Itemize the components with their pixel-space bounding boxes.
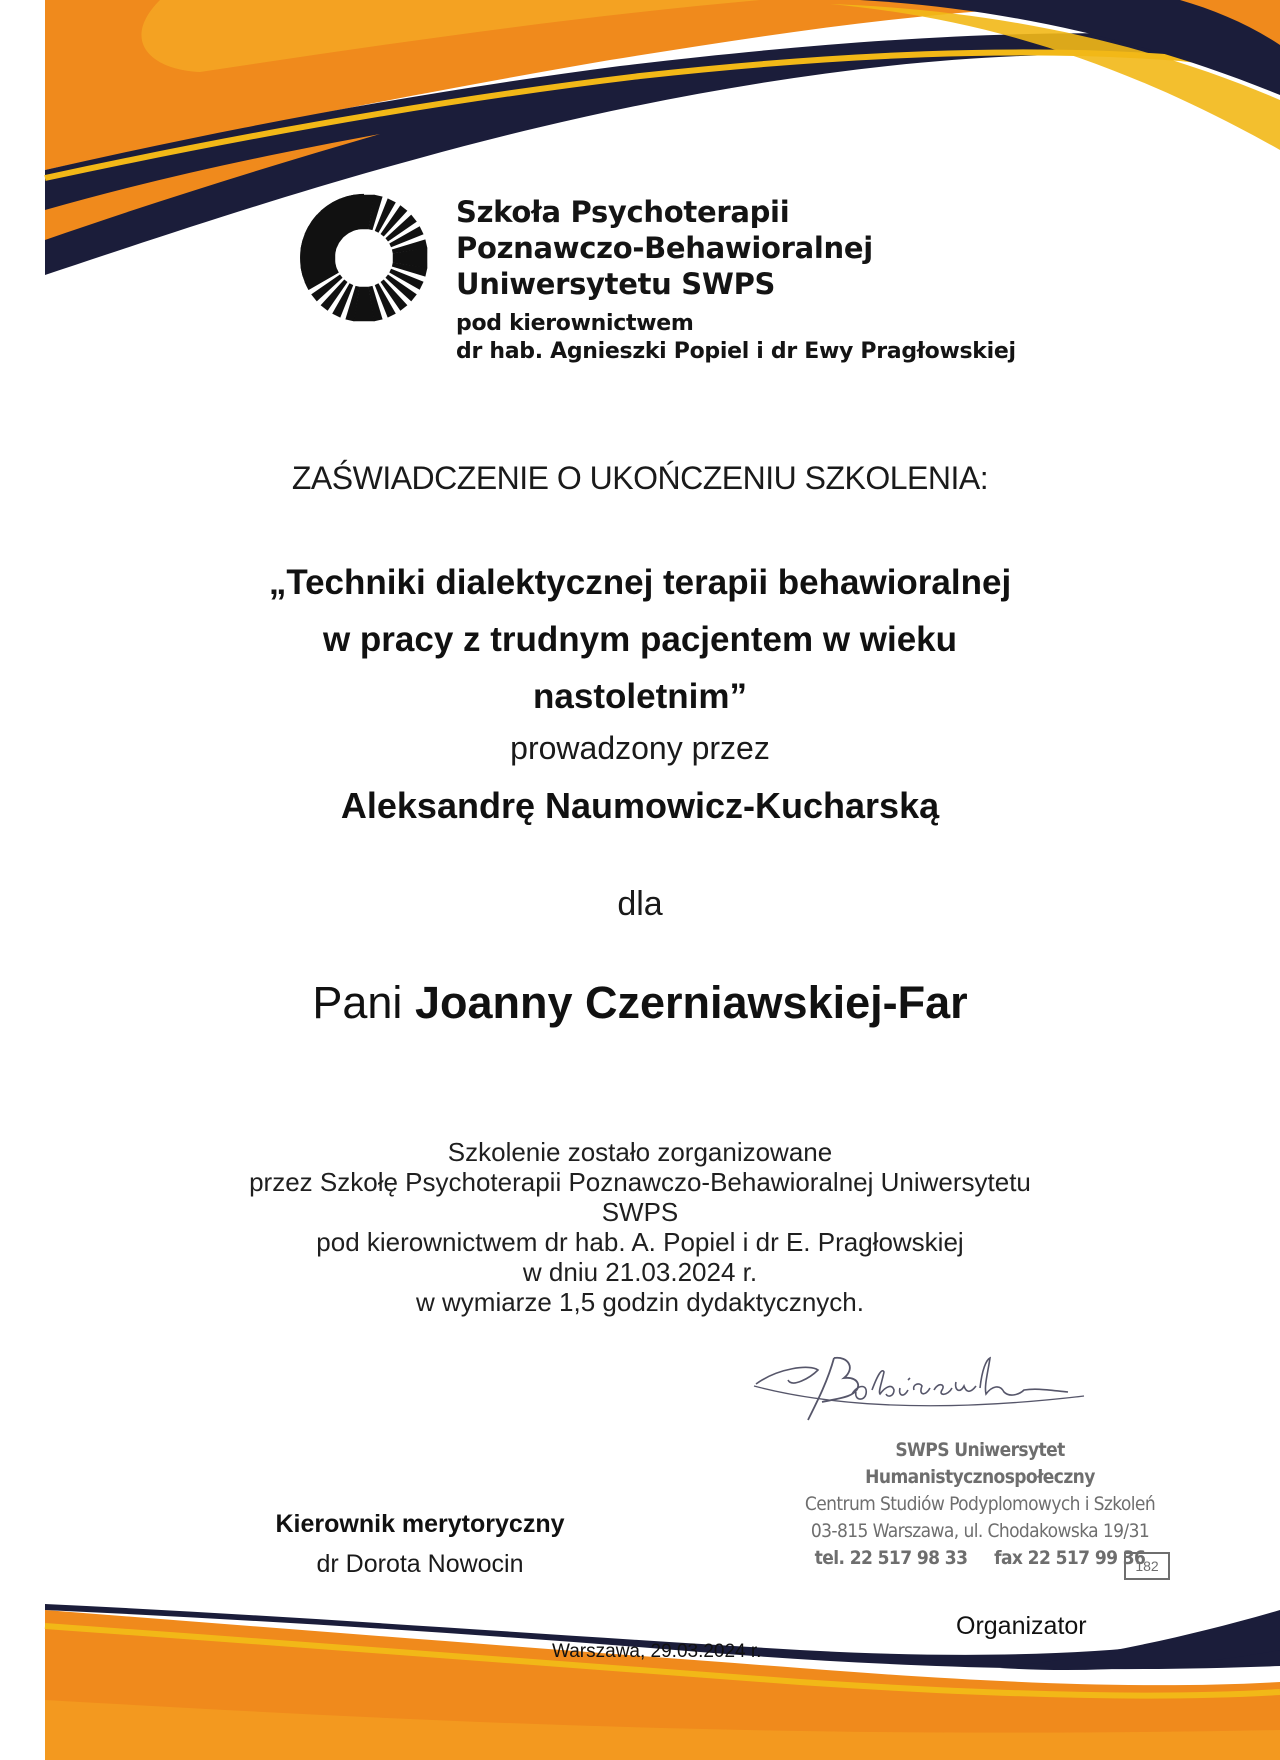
organizer-label: Organizator [956, 1612, 1087, 1640]
led-by-label: prowadzony przez [510, 730, 770, 766]
school-directors-line: dr hab. Agnieszki Popiel i dr Ewy Pragłowskiej [456, 339, 1016, 364]
stamp-line: tel. 22 517 98 33 fax 22 517 99 36 [814, 1547, 1146, 1569]
manager-role: Kierownik merytoryczny [275, 1510, 565, 1538]
school-directors-line: pod kierownictwem [456, 311, 694, 336]
recipient [0, 977, 1280, 1029]
swps-logo-icon [296, 190, 432, 326]
for-label: dla [617, 885, 663, 923]
organizer-stamp [780, 1437, 1180, 1572]
place-and-date: Warszawa, 29.03.2024 r. [552, 1641, 762, 1662]
handwritten-signature [748, 1350, 1088, 1440]
organization-line: Szkolenie zostało zorganizowane [447, 1137, 833, 1167]
organization-line: w wymiarze 1,5 godzin dydaktycznych. [416, 1287, 864, 1317]
school-directors [456, 310, 1016, 366]
school-name-line: Poznawczo-Behawioralnej [456, 231, 873, 265]
course-title-line: w pracy z trudnym pacjentem w wieku [322, 620, 958, 659]
stamp-line: Centrum Studiów Podyplomowych i Szkoleń [804, 1493, 1156, 1515]
bottom-swoosh-decoration [0, 1590, 1280, 1760]
recipient-name: Joanny Czerniawskiej-Far [414, 977, 968, 1028]
trainer-name: Aleksandrę Naumowicz-Kucharską [340, 785, 940, 826]
organization-details [0, 1137, 1280, 1317]
stamp-number-box: 182 [1124, 1552, 1170, 1580]
organization-line: w dniu 21.03.2024 r. [522, 1257, 758, 1287]
stamp-line: 03-815 Warszawa, ul. Chodakowska 19/31 [810, 1520, 1150, 1542]
organization-line: pod kierownictwem dr hab. A. Popiel i dr E. Pragłowskiej [316, 1227, 964, 1257]
course-title-line: „Techniki dialektycznej terapii behawioralnej [268, 563, 1012, 602]
school-name [456, 194, 873, 302]
school-name-line: Uniwersytetu SWPS [456, 267, 776, 301]
course-title-line: nastoletnim” [533, 677, 747, 716]
course-title [0, 554, 1280, 725]
organization-line: SWPS [601, 1197, 679, 1227]
organization-line: przez Szkołę Psychoterapii Poznawczo-Behawioralnej Uniwersytetu [249, 1167, 1031, 1197]
recipient-prefix: Pani [312, 977, 403, 1028]
stamp-line: SWPS Uniwersytet Humanistycznospołeczny [865, 1439, 1095, 1488]
manager-name: dr Dorota Nowocin [316, 1550, 524, 1578]
school-name-line: Szkoła Psychoterapii [456, 195, 790, 229]
certificate-heading: ZAŚWIADCZENIE O UKOŃCZENIU SZKOLENIA: [291, 460, 989, 496]
